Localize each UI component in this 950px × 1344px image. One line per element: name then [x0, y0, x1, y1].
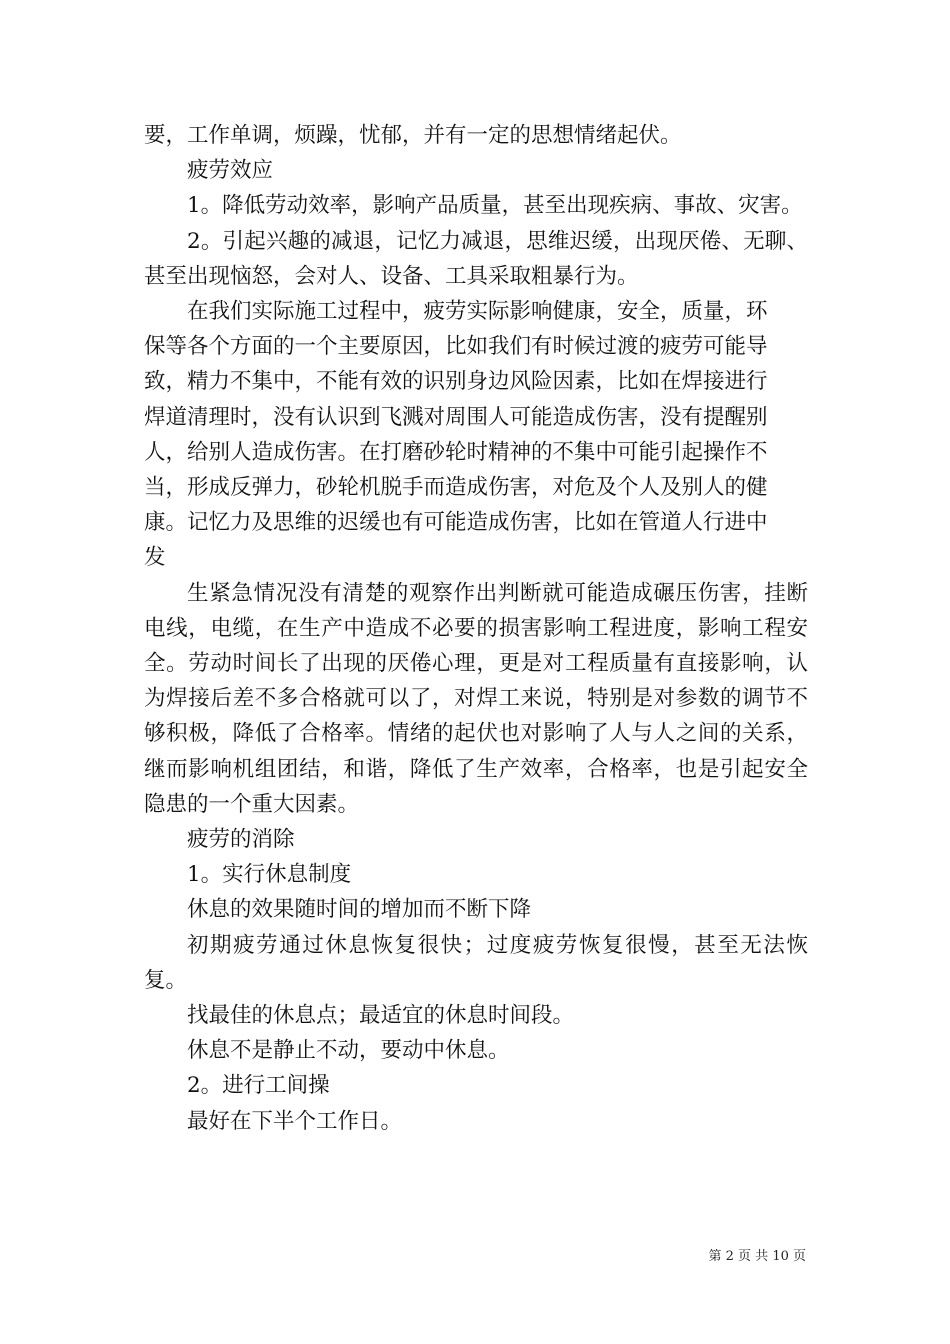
- paragraph-14: 最好在下半个工作日。: [187, 1108, 403, 1134]
- document-body: [144, 118, 808, 1139]
- paragraph-5-line: 发: [144, 545, 166, 571]
- paragraph-10: 初期疲劳通过休息恢复很快；过度疲劳恢复很慢，甚至无法恢复。: [144, 932, 808, 993]
- paragraph-heading-fatigue-effects: 疲劳效应: [187, 158, 274, 184]
- paragraph-5-line: 保等各个方面的一个主要原因，比如我们有时候过渡的疲劳可能导: [144, 334, 768, 360]
- paragraph-5-line: 当，形成反弹力，砂轮机脱手而造成伤害，对危及个人及别人的健: [144, 475, 768, 501]
- paragraph-1: 要，工作单调，烦躁，忧郁，并有一定的思想情绪起伏。: [144, 123, 682, 148]
- paragraph-13: 2。进行工间操: [187, 1073, 330, 1099]
- paragraph-11: 找最佳的休息点；最适宜的休息时间段。: [187, 1003, 575, 1029]
- paragraph-5-line: 在我们实际施工过程中，疲劳实际影响健康，安全，质量，环: [187, 299, 768, 325]
- paragraph-9: 休息的效果随时间的增加而不断下降: [187, 897, 532, 923]
- paragraph-6: 生紧急情况没有清楚的观察作出判断就可能造成碾压伤害，挂断电线，电缆，在生产中造成不必要的损害影响工程进度，影响工程安全。劳动时间长了出现的厌倦心理，更是对工程质量有直接影响，认为焊接后差不多合格就可以了，对焊工来说，特别是对参数的调节不够积极，降低了合格率。情绪的起伏也对影响了人与人之间的关系，继而影响机组团结，和谐，降低了生产效率，合格率，也是引起安全隐患的一个重大因素。: [144, 580, 808, 817]
- paragraph-5-line: 康。记忆力及思维的迟缓也有可能造成伤害，比如在管道人行进中: [144, 510, 768, 536]
- paragraph-3: 1。降低劳动效率，影响产品质量，甚至出现疾病、事故、灾害。: [187, 193, 803, 219]
- paragraph-heading-fatigue-elimination: 疲劳的消除: [187, 827, 295, 853]
- paragraph-5: [144, 294, 808, 576]
- paragraph-12: 休息不是静止不动，要动中休息。: [187, 1038, 510, 1064]
- page-number-footer: 第 2 页 共 10 页: [708, 1249, 806, 1264]
- paragraph-5-line: 致，精力不集中，不能有效的识别身边风险因素，比如在焊接进行: [144, 369, 768, 395]
- paragraph-8: 1。实行休息制度: [187, 862, 352, 888]
- paragraph-5-line: 人，给别人造成伤害。在打磨砂轮时精神的不集中可能引起操作不: [144, 439, 768, 465]
- paragraph-4: 2。引起兴趣的减退，记忆力减退，思维迟缓，出现厌倦、无聊、甚至出现恼怒，会对人、设备、工具采取粗暴行为。: [144, 228, 808, 289]
- paragraph-5-line: 焊道清理时，没有认识到飞溅对周围人可能造成伤害，没有提醒别: [144, 404, 768, 430]
